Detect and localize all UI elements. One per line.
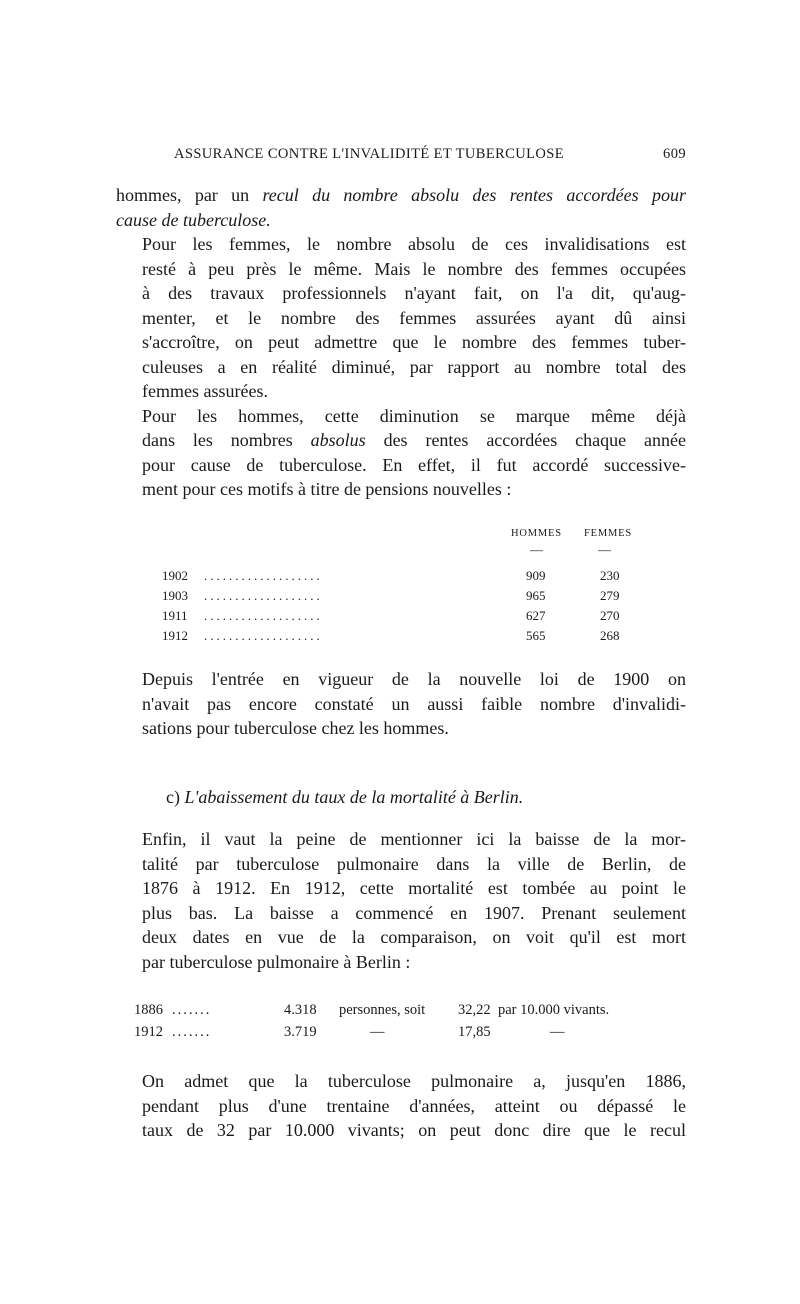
section-title: L'abaissement du taux de la mortalité à Berlin.: [184, 787, 524, 807]
leader-dots: ...................: [204, 628, 323, 643]
text-run: des rentes accordées chaque année: [365, 430, 686, 450]
table-row: [162, 628, 642, 648]
section-heading: [166, 787, 646, 808]
table-row: [162, 568, 642, 588]
row-men-value: 909: [526, 568, 546, 583]
paragraph-conclusion: [116, 1069, 686, 1143]
italic-run: absolus: [310, 430, 366, 450]
body-text-block-1: [116, 183, 686, 502]
column-rule-men: —: [530, 542, 543, 557]
body-text-block-3: [116, 827, 686, 974]
text-line: On admet que la tuberculose pulmonaire a, jusqu'en 1886,: [142, 1071, 686, 1091]
table-row: [162, 588, 642, 608]
text-line: taux de 32 par 10.000 vivants; on peut donc dire que le recul: [142, 1120, 686, 1140]
row-year: 1911: [162, 608, 188, 623]
text-line: par tuberculose pulmonaire à Berlin :: [142, 951, 411, 972]
table-row: [162, 608, 642, 628]
leader-dots: ...................: [204, 588, 323, 603]
leader-dots: ...................: [204, 608, 323, 623]
text-line: menter, et le nombre des femmes assurées ayant dû ainsi: [142, 307, 686, 328]
row-men-value: 965: [526, 588, 546, 603]
text-line: Pour les femmes, le nombre absolu de ces invalidisations est: [142, 234, 686, 254]
text-line: Enfin, il vaut la peine de mentionner ici la baisse de la mor-: [142, 829, 686, 849]
row-women-value: 268: [600, 628, 620, 643]
text-line: deux dates en vue de la comparaison, on voit qu'il est mort: [142, 927, 686, 947]
running-title: ASSURANCE CONTRE L'INVALIDITÉ ET TUBERCULOSE: [174, 146, 564, 162]
text-line: talité par tuberculose pulmonaire dans la ville de Berlin, de: [142, 853, 686, 874]
text-line: resté à peu près le même. Mais le nombre des femmes occupées: [142, 258, 686, 279]
stats-count: 4.318: [284, 1002, 317, 1018]
text-line: n'avait pas encore constaté un aussi faible nombre d'invalidi-: [142, 693, 686, 714]
stats-row: [134, 1002, 674, 1022]
text-line: femmes assurées.: [142, 381, 268, 401]
stats-row: [134, 1024, 674, 1044]
body-text-block-2: [116, 667, 686, 741]
column-rule-women: —: [598, 542, 611, 557]
stats-year: 1912: [134, 1024, 163, 1040]
text-line: ment pour ces motifs à titre de pensions nouvelles :: [142, 479, 512, 499]
stats-desc: personnes, soit: [339, 1002, 426, 1018]
paragraph-continuation: [116, 183, 686, 232]
italic-run: cause de tuberculose.: [116, 209, 271, 230]
paragraph-women: [116, 232, 686, 404]
pension-table: [116, 528, 686, 648]
stats-desc: —: [370, 1024, 385, 1040]
stats-tail: —: [550, 1024, 565, 1040]
text-line: plus bas. La baisse a commencé en 1907. Prenant seulement: [142, 902, 686, 923]
leader-dots: .......: [172, 1002, 212, 1018]
text-line: sations pour tuberculose chez les hommes.: [142, 718, 449, 738]
paragraph-men: [116, 404, 686, 502]
text-run: dans les nombres: [142, 430, 311, 450]
text-line: culeuses a en réalité diminué, par rapport au nombre total des: [142, 356, 686, 377]
paragraph-berlin: [116, 827, 686, 974]
text-line: [116, 428, 686, 453]
row-women-value: 270: [600, 608, 620, 623]
row-year: 1902: [162, 568, 188, 583]
text-line: 1876 à 1912. En 1912, cette mortalité est tombée au point le: [142, 878, 686, 898]
italic-run: recul du nombre absolu des rentes accordées pour: [262, 185, 686, 205]
text-run: hommes, par un: [116, 185, 263, 205]
column-header-women: FEMMES: [584, 528, 632, 539]
row-women-value: 230: [600, 568, 620, 583]
row-men-value: 627: [526, 608, 546, 623]
column-header-men: HOMMES: [511, 528, 562, 539]
stats-count: 3.719: [284, 1024, 317, 1040]
text-line: s'accroître, on peut admettre que le nombre des femmes tuber-: [142, 332, 686, 352]
stats-rate: 32,22: [458, 1002, 491, 1018]
text-line: Pour les hommes, cette diminution se marque même déjà: [142, 405, 686, 426]
text-line: Depuis l'entrée en vigueur de la nouvelle loi de 1900 on: [142, 669, 686, 689]
text-line: à des travaux professionnels n'ayant fait, on l'a dit, qu'aug-: [142, 283, 686, 303]
leader-dots: ...................: [204, 568, 323, 583]
text-line: pendant plus d'une trentaine d'années, atteint ou dépassé le: [142, 1095, 686, 1116]
row-women-value: 279: [600, 588, 620, 603]
text-line: pour cause de tuberculose. En effet, il fut accordé successive-: [142, 454, 686, 475]
stats-rate: 17,85: [458, 1024, 491, 1040]
page-number: 609: [663, 146, 686, 162]
text-line: [116, 183, 686, 208]
running-header: [116, 146, 686, 168]
text-line: [116, 208, 686, 233]
section-marker: c): [166, 787, 185, 807]
stats-tail: par 10.000 vivants.: [498, 1002, 610, 1018]
row-year: 1903: [162, 588, 188, 603]
row-men-value: 565: [526, 628, 546, 643]
leader-dots: .......: [172, 1024, 212, 1040]
stats-year: 1886: [134, 1002, 163, 1018]
body-text-block-4: [116, 1069, 686, 1143]
row-year: 1912: [162, 628, 188, 643]
paragraph-since-1900: [116, 667, 686, 741]
